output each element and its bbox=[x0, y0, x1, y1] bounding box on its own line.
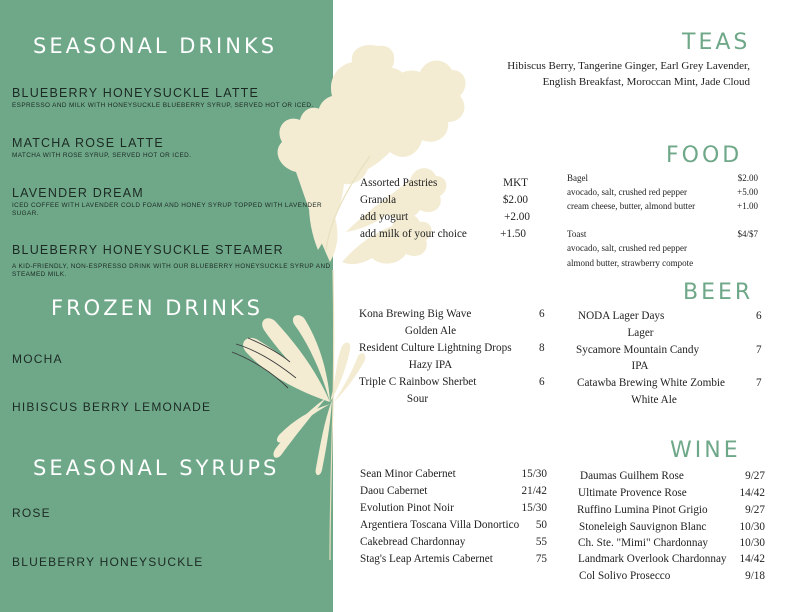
food-item-name: avocado, salt, crushed red pepper bbox=[567, 187, 687, 197]
beer-item-name: Kona Brewing Big Wave bbox=[359, 308, 472, 320]
food-item-name: almond butter, strawberry compote bbox=[567, 258, 694, 268]
menu-item-description: ICED COFFEE WITH LAVENDER COLD FOAM AND HONEY SYRUP TOPPED WITH LAVENDER SUGAR. bbox=[12, 202, 323, 218]
food-item-price: MKT bbox=[503, 177, 528, 189]
wine-item-name: Daumas Guilhem Rose bbox=[580, 470, 684, 482]
teas-title: TEAS bbox=[682, 30, 751, 55]
beer-item-style: Golden Ale bbox=[404, 325, 457, 337]
food-item-name: Granola bbox=[360, 194, 397, 206]
beer-title: BEER bbox=[683, 280, 754, 305]
wine-item-name: Evolution Pinot Noir bbox=[360, 502, 454, 514]
menu-item-name: ROSE bbox=[12, 506, 51, 520]
menu-item-name: BLUEBERRY HONEYSUCKLE STEAMER bbox=[12, 243, 284, 257]
food-item-price: +1.50 bbox=[500, 228, 526, 240]
frozen-drinks-title: FROZEN DRINKS bbox=[51, 296, 264, 320]
food-item-name: cream cheese, butter, almond butter bbox=[567, 201, 696, 211]
menu-item-name: BLUEBERRY HONEYSUCKLE LATTE bbox=[12, 86, 260, 100]
beer-item-style: Sour bbox=[406, 393, 429, 405]
wine-item-name: Stag's Leap Artemis Cabernet bbox=[360, 553, 493, 565]
food-item-name: Bagel bbox=[567, 173, 588, 183]
teas-line: Hibiscus Berry, Tangerine Ginger, Earl Grey Lavender, bbox=[507, 60, 750, 72]
seasonal-syrups-title: SEASONAL SYRUPS bbox=[33, 456, 280, 480]
food-title: FOOD bbox=[666, 143, 743, 168]
beer-item-price: 8 bbox=[539, 342, 545, 354]
menu-item-name: MATCHA ROSE LATTE bbox=[12, 136, 164, 150]
menu-item-name: LAVENDER DREAM bbox=[12, 186, 144, 200]
wine-item-name: Ruffino Lumina Pinot Grigio bbox=[577, 504, 708, 516]
food-item-price: +1.00 bbox=[737, 201, 758, 211]
wine-item-price: 10/30 bbox=[739, 537, 765, 549]
wine-item-price: 9/27 bbox=[745, 504, 765, 516]
food-item-name: Toast bbox=[567, 229, 587, 239]
wine-item-price: 9/18 bbox=[745, 570, 765, 582]
menu-item-name: HIBISCUS BERRY LEMONADE bbox=[12, 400, 212, 414]
wine-item-price: 75 bbox=[535, 553, 547, 565]
beer-item-style: IPA bbox=[631, 360, 649, 372]
wine-item-name: Daou Cabernet bbox=[360, 485, 428, 497]
food-item-price: $2.00 bbox=[737, 173, 758, 183]
wine-item-price: 14/42 bbox=[739, 553, 765, 565]
beer-item-style: White Ale bbox=[631, 394, 677, 406]
wine-item-price: 15/30 bbox=[521, 468, 547, 480]
wine-item-name: Argentiera Toscana Villa Donortico bbox=[360, 519, 520, 531]
seasonal-drinks-title: SEASONAL DRINKS bbox=[33, 34, 278, 58]
beer-item-name: NODA Lager Days bbox=[578, 310, 665, 322]
beer-item-price: 6 bbox=[539, 308, 545, 320]
food-item-price: +5.00 bbox=[737, 187, 758, 197]
food-item-name: avocado, salt, crushed red pepper bbox=[567, 243, 687, 253]
food-item-name: Assorted Pastries bbox=[360, 177, 438, 189]
beer-item-price: 7 bbox=[756, 344, 762, 356]
menu-item-description: MATCHA WITH ROSE SYRUP, SERVED HOT OR ICED. bbox=[12, 152, 192, 159]
beer-item-name: Resident Culture Lightning Drops bbox=[359, 342, 512, 354]
wine-item-name: Stoneleigh Sauvignon Blanc bbox=[579, 521, 707, 533]
beer-item-price: 6 bbox=[539, 376, 545, 388]
teas-line: English Breakfast, Moroccan Mint, Jade Cloud bbox=[542, 76, 750, 88]
beer-item-name: Sycamore Mountain Candy bbox=[576, 344, 700, 356]
wine-item-price: 9/27 bbox=[745, 470, 765, 482]
food-item-name: add milk of your choice bbox=[360, 228, 467, 240]
wine-item-price: 21/42 bbox=[521, 485, 547, 497]
menu-item-description: ESPRESSO AND MILK WITH HONEYSUCKLE BLUEBERRY SYRUP, SERVED HOT OR ICED. bbox=[12, 102, 314, 109]
menu-item-name: MOCHA bbox=[12, 352, 63, 366]
wine-item-price: 10/30 bbox=[739, 521, 765, 533]
menu-item-description: A KID-FRIENDLY, NON-ESPRESSO DRINK WITH OUR BLUEBERRY HONEYSUCKLE SYRUP AND STEAMED MILK. bbox=[12, 263, 331, 279]
wine-item-name: Col Solivo Prosecco bbox=[579, 570, 671, 582]
food-item-price: $2.00 bbox=[502, 194, 528, 206]
beer-item-price: 6 bbox=[756, 310, 762, 322]
wine-item-name: Cakebread Chardonnay bbox=[360, 536, 466, 548]
beer-item-name: Triple C Rainbow Sherbet bbox=[359, 376, 477, 388]
beer-item-price: 7 bbox=[756, 377, 762, 389]
wine-item-price: 50 bbox=[535, 519, 547, 531]
wine-item-name: Ultimate Provence Rose bbox=[578, 487, 687, 499]
food-item-price: $4/$7 bbox=[737, 229, 758, 239]
beer-item-name: Catawba Brewing White Zombie bbox=[577, 377, 725, 389]
beer-item-style: Lager bbox=[627, 327, 654, 339]
teas-list bbox=[430, 58, 750, 90]
wine-item-price: 14/42 bbox=[739, 487, 765, 499]
food-item-price: +2.00 bbox=[504, 211, 530, 223]
beer-item-style: Hazy IPA bbox=[408, 359, 453, 371]
menu-item-name: BLUEBERRY HONEYSUCKLE bbox=[12, 555, 204, 569]
food-item-name: add yogurt bbox=[360, 211, 409, 223]
wine-item-price: 55 bbox=[535, 536, 547, 548]
lily-leaf-1 bbox=[274, 398, 326, 458]
wine-item-price: 15/30 bbox=[521, 502, 547, 514]
lily-leaf-2 bbox=[316, 400, 332, 475]
wine-item-name: Sean Minor Cabernet bbox=[360, 468, 456, 480]
wine-title: WINE bbox=[670, 438, 741, 463]
wine-item-name: Landmark Overlook Chardonnay bbox=[578, 553, 727, 565]
wine-item-name: Ch. Ste. "Mimi" Chardonnay bbox=[578, 537, 709, 549]
